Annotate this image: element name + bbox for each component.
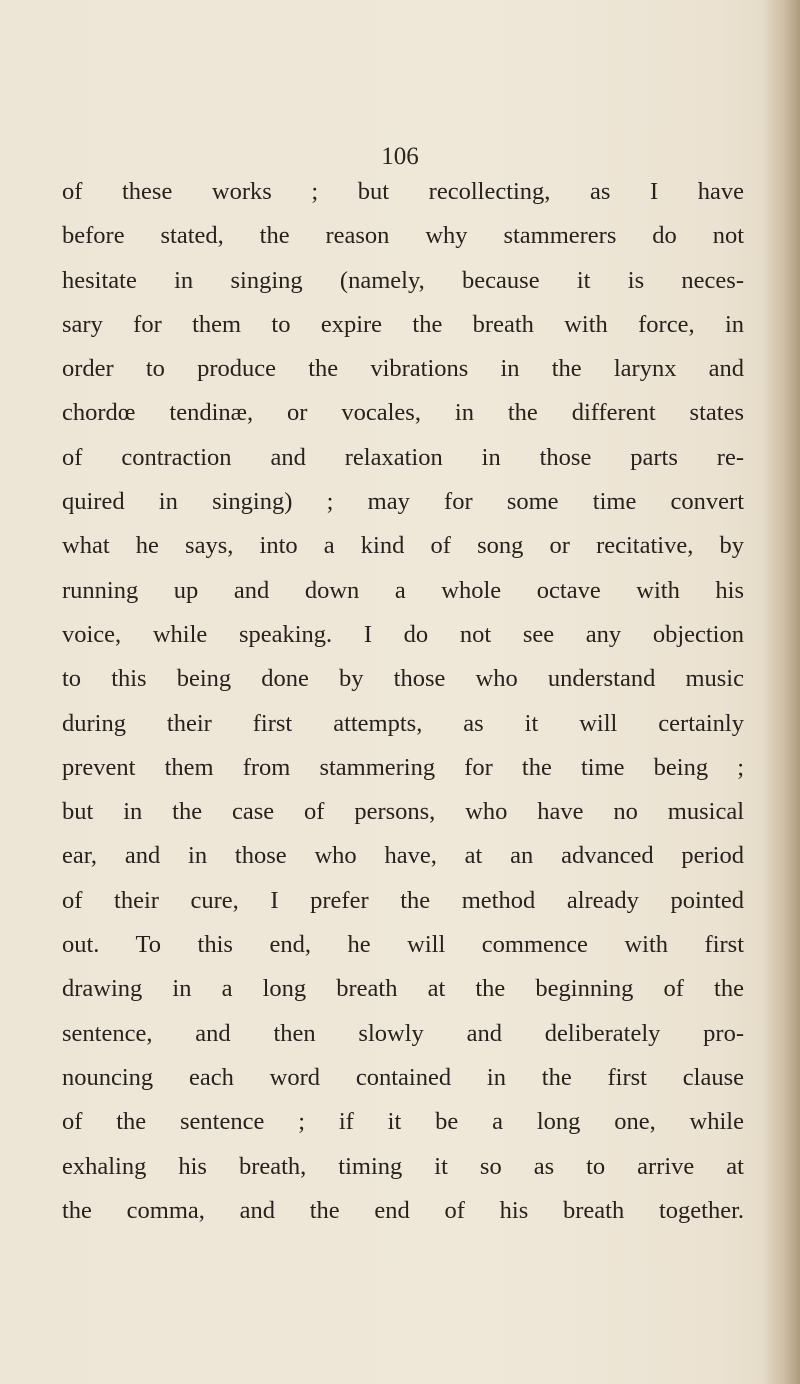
- text-line: the comma, and the end of his breath together.: [62, 1196, 744, 1224]
- text-line: voice, while speaking. I do not see any objection: [62, 620, 744, 648]
- text-line: what he says, into a kind of song or recitative, by: [62, 532, 744, 560]
- text-line: quired in singing) ; may for some time convert: [62, 488, 744, 516]
- text-line: of these works ; but recollecting, as I have: [62, 178, 744, 205]
- text-line: sary for them to expire the breath with force, in: [62, 310, 744, 338]
- text-line: of contraction and relaxation in those parts re-: [62, 443, 744, 471]
- text-line: but in the case of persons, who have no musical: [62, 798, 744, 826]
- body-text: [62, 170, 744, 1233]
- text-line: of the sentence ; if it be a long one, while: [62, 1108, 744, 1136]
- text-line: out. To this end, he will commence with first: [62, 931, 744, 959]
- text-line: of their cure, I prefer the method already pointed: [62, 886, 744, 914]
- text-line: sentence, and then slowly and deliberately pro-: [62, 1019, 744, 1047]
- page-edge-shadow: [762, 0, 800, 1384]
- text-line: prevent them from stammering for the time being ;: [62, 753, 744, 781]
- text-line: chordœ tendinæ, or vocales, in the different states: [62, 399, 744, 427]
- text-line: exhaling his breath, timing it so as to arrive at: [62, 1152, 744, 1180]
- text-line: hesitate in singing (namely, because it is neces-: [62, 266, 744, 294]
- text-line: running up and down a whole octave with his: [62, 576, 744, 604]
- text-line: drawing in a long breath at the beginning of the: [62, 975, 744, 1003]
- text-line: during their first attempts, as it will certainly: [62, 709, 744, 737]
- page-number: 106: [381, 143, 419, 170]
- text-line: ear, and in those who have, at an advanced period: [62, 842, 744, 870]
- text-line: nouncing each word contained in the first clause: [62, 1063, 744, 1091]
- text-line: to this being done by those who understand music: [62, 665, 744, 693]
- text-line: order to produce the vibrations in the larynx and: [62, 355, 744, 383]
- text-line: before stated, the reason why stammerers do not: [62, 222, 744, 250]
